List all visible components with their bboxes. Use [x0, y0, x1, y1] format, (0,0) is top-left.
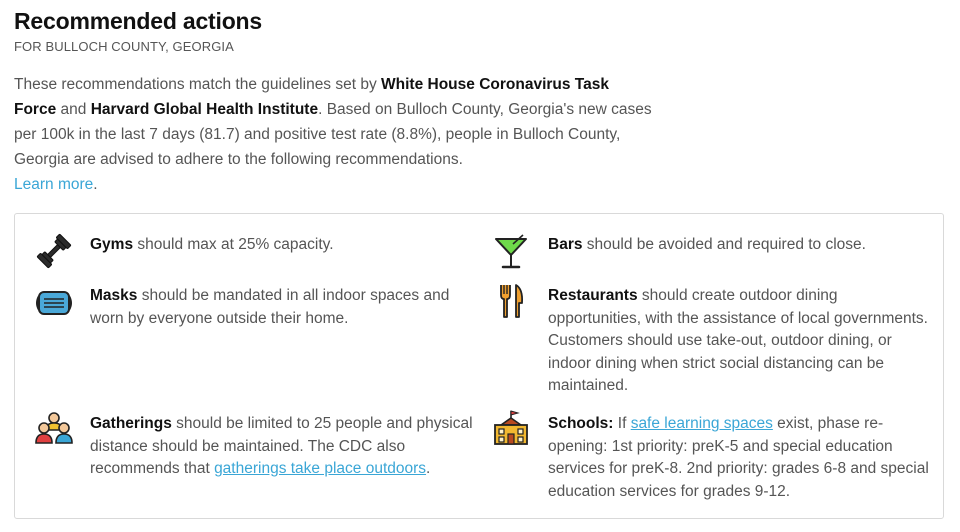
intro-paragraph [14, 72, 654, 197]
rec-schools-text-before: If [613, 415, 631, 432]
rec-schools [548, 413, 933, 503]
cocktail-icon [492, 234, 530, 272]
rec-masks [90, 285, 475, 330]
rec-gatherings-label: Gatherings [90, 415, 172, 432]
rec-restaurants-text: should create outdoor dining opportunities, with the assistance of local governments. Customers should use take-out, outdoor dining, or indoor dining when strict social distancing can be maintained. [548, 287, 928, 394]
gatherings-outdoors-link[interactable]: gatherings take place outdoors [214, 460, 427, 477]
page-title: Recommended actions [14, 8, 262, 34]
school-icon [492, 409, 530, 447]
intro-end: . [93, 176, 98, 193]
rec-bars-label: Bars [548, 236, 583, 253]
page-subtitle: FOR BULLOCH COUNTY, GEORGIA [14, 39, 234, 54]
dumbbell-icon [35, 232, 73, 270]
rec-bars-text: should be avoided and required to close. [582, 236, 866, 253]
intro-text-3: . Based on Bulloch County, Georgia's new cases per 100k in the last 7 days (81.7) and positive test rate (8.8%), people in Bulloch County, Georgia are advised to adhere to the following recommendations. [14, 101, 652, 168]
rec-gatherings-text: should be limited to 25 people and physical distance should be maintained. The CDC also recommends that [90, 415, 473, 477]
org-white-house: White House Coronavirus Task Force [14, 76, 609, 118]
rec-gyms-text: should max at 25% capacity. [133, 236, 334, 253]
learn-more-link[interactable]: Learn more [14, 176, 94, 193]
fork-knife-icon [492, 282, 530, 320]
rec-schools-label: Schools: [548, 415, 614, 432]
rec-restaurants [548, 285, 933, 398]
rec-gyms [90, 234, 480, 257]
org-harvard: Harvard Global Health Institute [90, 101, 319, 118]
rec-restaurants-label: Restaurants [548, 287, 638, 304]
safe-learning-spaces-link[interactable]: safe learning spaces [630, 415, 773, 432]
rec-schools-text: exist, phase re-opening: 1st priority: preK-5 and special education services for preK-8. 2nd priority: grades 6-8 and special education services for grades 9-12. [548, 415, 929, 500]
intro-text-2: and [56, 101, 91, 118]
rec-gyms-label: Gyms [90, 236, 134, 253]
rec-bars [548, 234, 933, 257]
rec-gatherings [90, 413, 475, 481]
intro-text-1: These recommendations match the guidelines set by [14, 76, 382, 93]
mask-icon [35, 284, 73, 322]
rec-masks-text: should be mandated in all indoor spaces and worn by everyone outside their home. [90, 287, 450, 327]
recommendations-card [14, 213, 944, 519]
people-group-icon [35, 410, 73, 448]
rec-gatherings-end: . [426, 460, 431, 477]
rec-masks-label: Masks [90, 287, 138, 304]
